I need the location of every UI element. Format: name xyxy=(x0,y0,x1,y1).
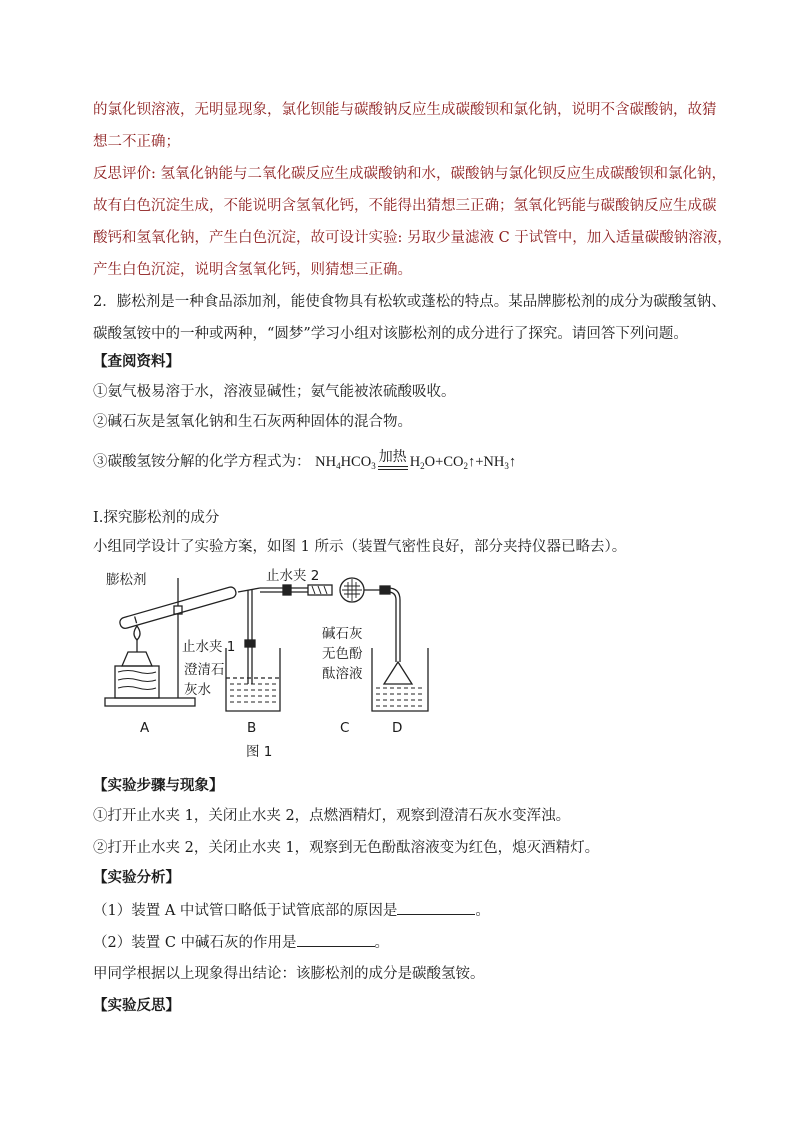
connector xyxy=(380,586,390,594)
fact-3 xyxy=(93,452,516,476)
label-C: C xyxy=(340,720,350,736)
stand-base xyxy=(105,698,195,706)
label-clamp2: 止水夹 2 xyxy=(266,568,320,584)
chem-equation: $NH_4HCO_3$ 加热 $H_2O+CO_2↑+NH_3↑$ xyxy=(315,450,517,471)
part1-intro: 小组同学设计了实验方案，如图 1 所示（装置气密性良好，部分夹持仪器已略去）。 xyxy=(93,539,627,555)
label-limewater-1: 澄清石 xyxy=(184,662,225,678)
label-D: D xyxy=(392,720,403,736)
fact-1: ①氨气极易溶于水，溶液显碱性；氨气能被浓硫酸吸收。 xyxy=(93,384,456,400)
answer-line-3: 反思评价: 氢氧化钠能与二氧化碳反应生成碳酸钠和水，碳酸钠与氯化钡反应生成碳酸钡和氯化钠， xyxy=(93,166,726,182)
label-sodalime: 碱石灰 xyxy=(322,626,363,642)
clamp-1 xyxy=(245,640,255,647)
step-2: ②打开止水夹 2，关闭止水夹 1，观察到无色酚酞溶液变为红色，熄灭酒精灯。 xyxy=(93,840,600,856)
tube-to-D xyxy=(388,588,400,662)
fact-2: ②碱石灰是氢氧化钠和生石灰两种固体的混合物。 xyxy=(93,414,412,430)
answer-line-6: 产生白色沉淀，说明含氢氧化钙，则猜想三正确。 xyxy=(93,262,412,278)
label-clamp1: 止水夹 1 xyxy=(182,639,236,655)
analysis-q2: （2）装置 C 中碱石灰的作用是 。 xyxy=(93,932,389,953)
analysis-q1: （1）装置 A 中试管口略低于试管底部的原因是 。 xyxy=(93,900,490,921)
heat-condition: 加热 xyxy=(378,450,408,470)
answer-line-5: 酸钙和氢氧化钠，产生白色沉淀，故可设计实验: 另取少量滤液 C 于试管中，加入适量碳酸钠溶液， xyxy=(93,230,732,246)
answer-blank-2[interactable] xyxy=(297,932,375,947)
answer-line-1: 的氯化钡溶液，无明显现象，氯化钡能与碳酸钠反应生成碳酸钡和氯化钠，说明不含碳酸钠，故猜 xyxy=(93,102,717,118)
label-B: B xyxy=(247,720,257,736)
label-phenol-2: 酞溶液 xyxy=(322,666,363,682)
fact-3-prefix: ③碳酸氢铵分解的化学方程式为： xyxy=(93,454,311,470)
section-steps-heading: 【实验步骤与现象】 xyxy=(93,777,224,794)
answer-blank-1[interactable] xyxy=(397,900,475,915)
spirit-lamp xyxy=(122,652,152,666)
question-2-line-1: 2．膨松剂是一种食品添加剂，能使食物具有松软或蓬松的特点。某品牌膨松剂的成分为碳酸氢钠、 xyxy=(93,294,726,310)
section-reflect-heading: 【实验反思】 xyxy=(93,997,180,1014)
label-bsj: 膨松剂 xyxy=(106,572,147,588)
label-phenol-1: 无色酚 xyxy=(322,646,363,662)
section-analysis-heading: 【实验分析】 xyxy=(93,869,180,886)
question-2-line-2: 碳酸氢铵中的一种或两种，“圆梦”学习小组对该膨松剂的成分进行了探究。请回答下列问题。 xyxy=(93,326,688,342)
answer-line-4: 故有白色沉淀生成，不能说明含氢氧化钙，不能得出猜想三正确；氢氧化钙能与碳酸钠反应生成碳 xyxy=(93,198,717,214)
figure-caption: 图 1 xyxy=(246,744,273,760)
section-lookup-heading: 【查阅资料】 xyxy=(93,353,180,370)
label-A: A xyxy=(140,720,150,736)
step-1: ①打开止水夹 1，关闭止水夹 2，点燃酒精灯，观察到澄清石灰水变浑浊。 xyxy=(93,808,571,824)
funnel xyxy=(384,662,412,684)
flame xyxy=(134,626,140,640)
part1-title: Ⅰ.探究膨松剂的成分 xyxy=(93,510,220,526)
answer-line-2: 想二不正确； xyxy=(93,134,180,150)
analysis-conclusion: 甲同学根据以上现象得出结论：该膨松剂的成分是碳酸氢铵。 xyxy=(93,966,485,982)
apparatus-figure xyxy=(100,566,460,766)
clamp-2 xyxy=(283,585,291,595)
label-limewater-2: 灰水 xyxy=(184,682,211,698)
